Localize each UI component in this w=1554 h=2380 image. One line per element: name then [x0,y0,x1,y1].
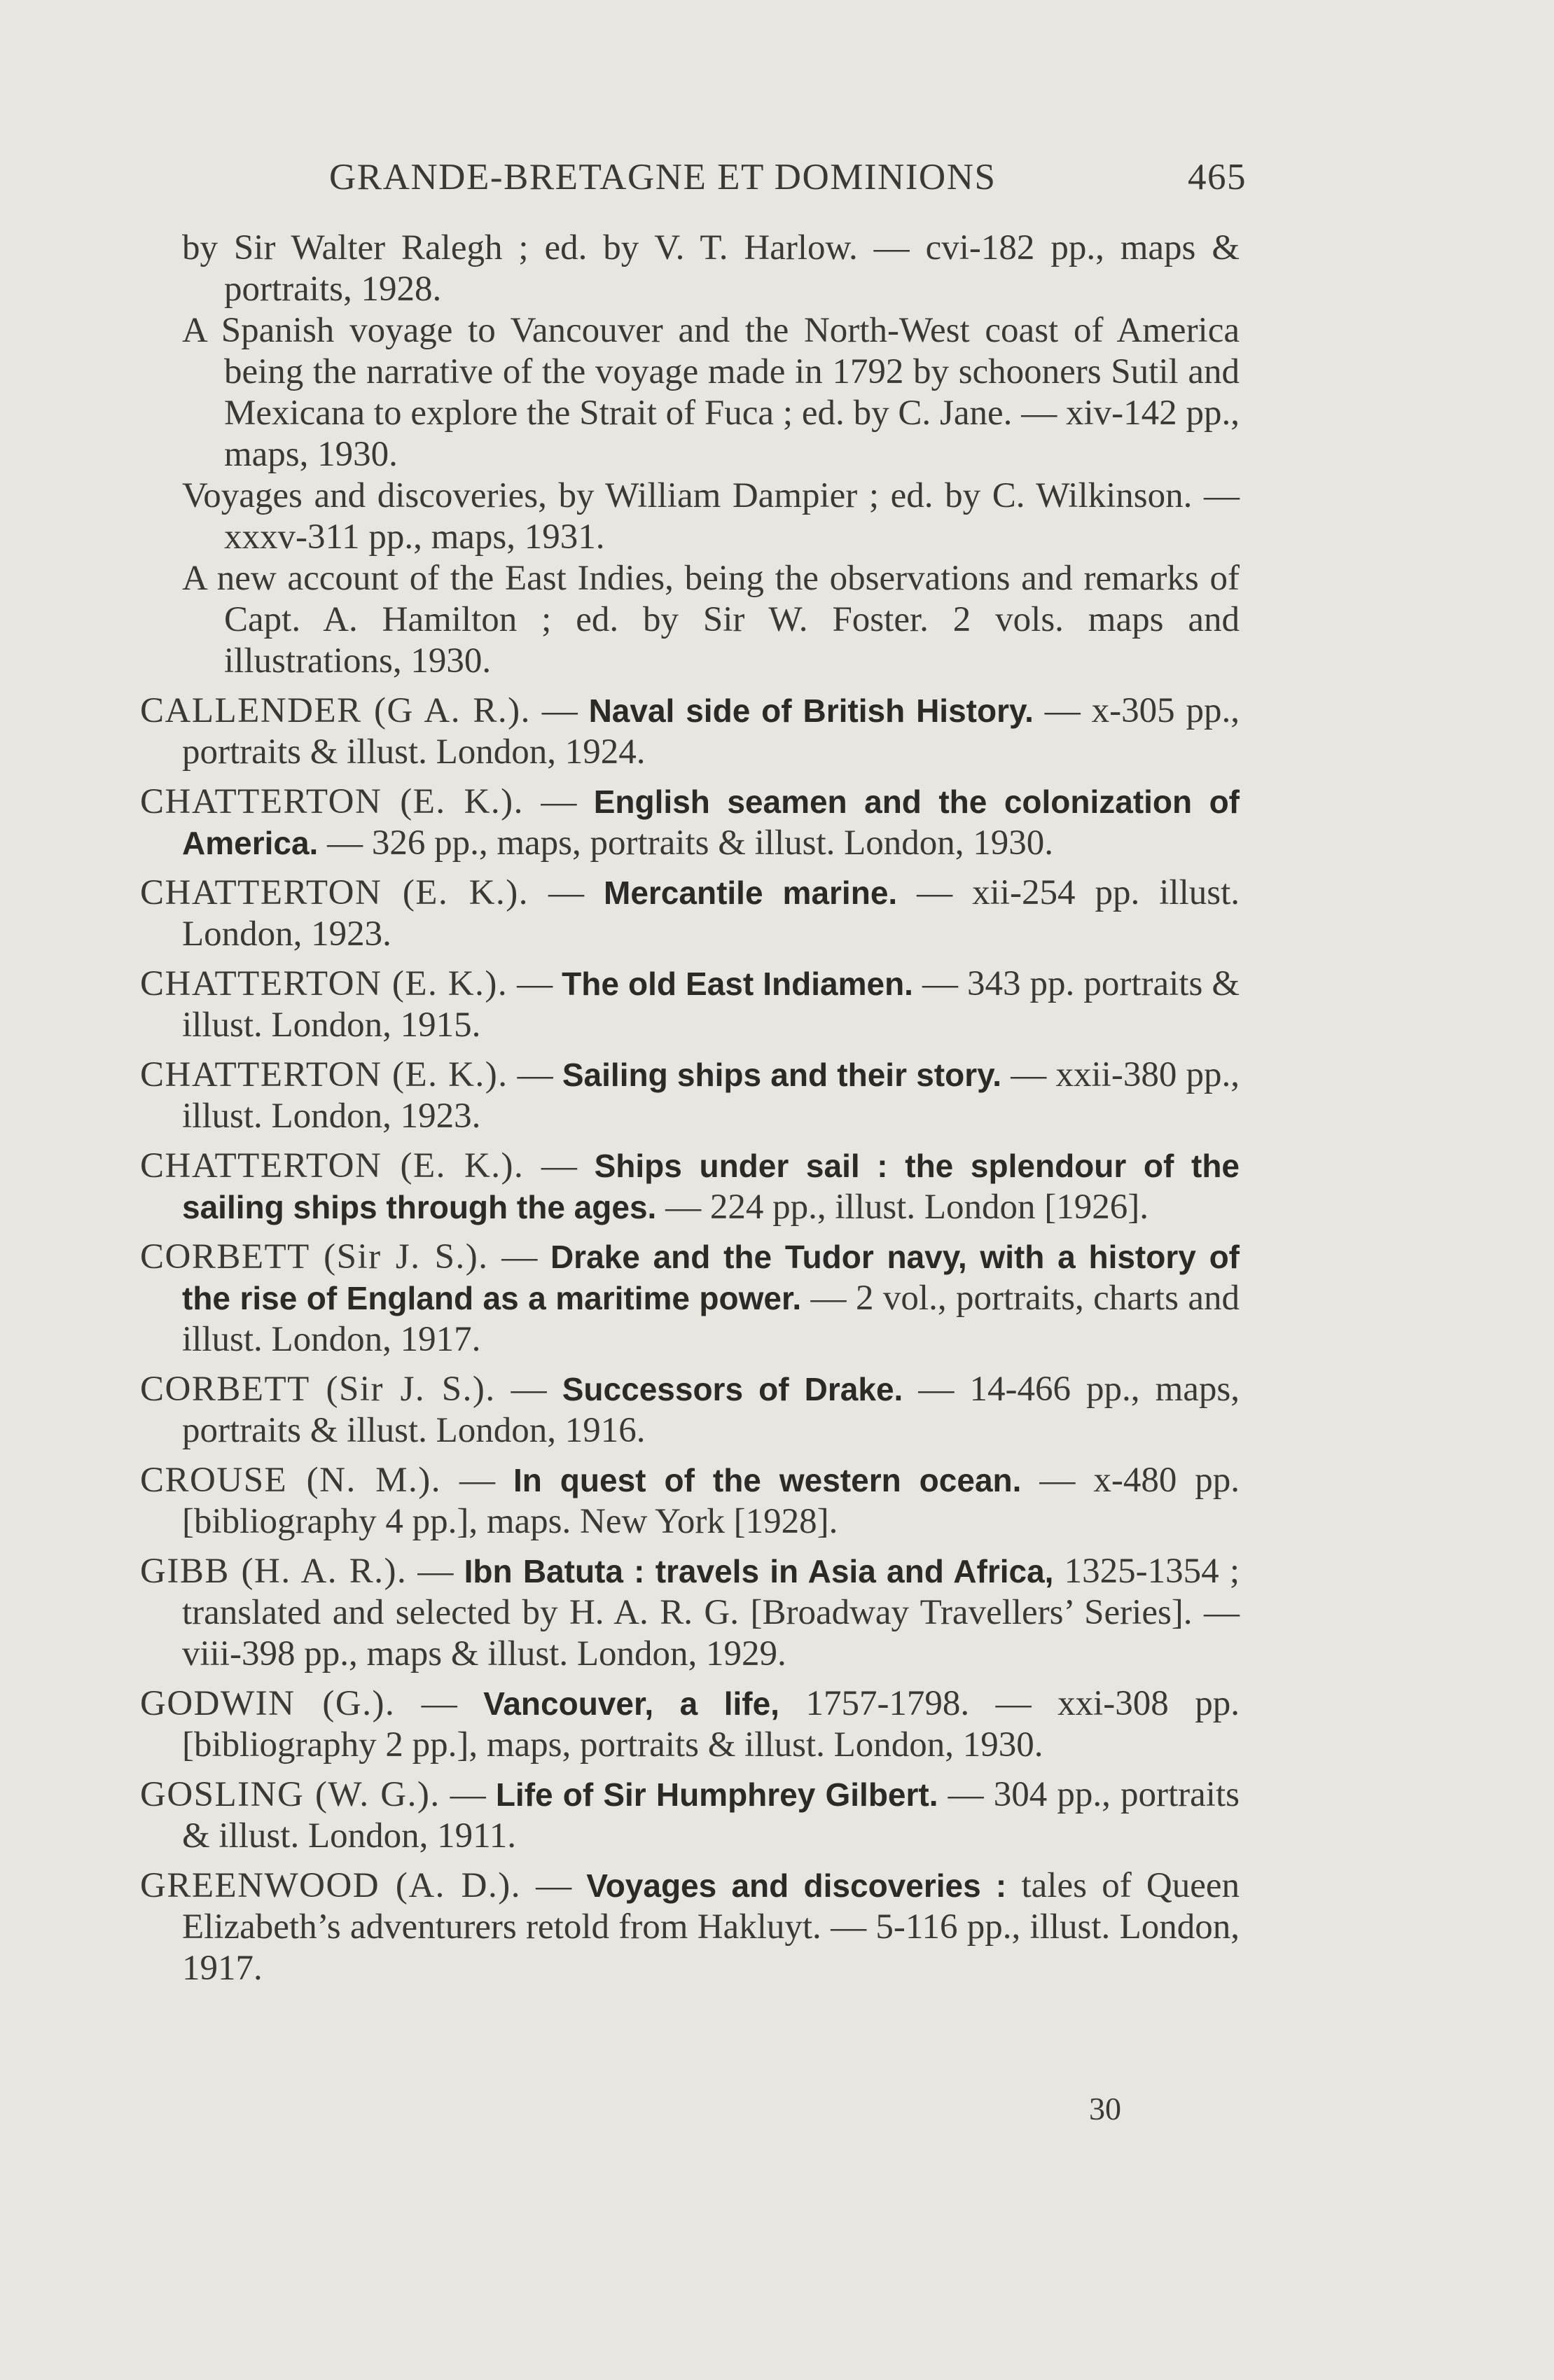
continuation-entry: A new account of the East Indies, being the observations and remarks of Capt. A. Hamilton ; ed. by Sir W. Foster. 2 vols. maps and illustrations, 1930. [182,559,1240,681]
entry-title: Drake and the Tudor navy, with a history of the rise of England as a maritime power. [182,1239,1240,1316]
bib-entry: CORBETT (Sir J. S.). — Drake and the Tudor navy, with a history of the rise of England as a maritime power. — 2 vol., portraits, charts and illust. London, 1917. [140,1237,1240,1359]
entry-details: xxii-380 pp., illust. London, 1923. [182,1055,1240,1136]
entry-title: Life of Sir Humphrey Gilbert. [495,1776,938,1813]
bib-entry: GODWIN (G.). — Vancouver, a life, 1757-1798. — xxi-308 pp. [bibliography 2 pp.], maps, portraits & illust. London, 1930. [140,1684,1240,1765]
continuation-block [182,228,1240,682]
entry-title: Naval side of British History. [588,693,1034,729]
bib-entry: CORBETT (Sir J. S.). — Successors of Drake. — 14-466 pp., maps, portraits & illust. London, 1916. [140,1370,1240,1450]
header-title: GRANDE-BRETAGNE ET DOMINIONS [329,157,997,197]
entry-details: 2 vol., portraits, charts and illust. London, 1917. [182,1279,1240,1359]
entry-author: CHATTERTON (E. K.). [140,1055,508,1094]
entry-title: Successors of Drake. [562,1371,903,1407]
entry-author: GOSLING (W. G.). [140,1775,440,1814]
entry-details: 14-466 pp., maps, portraits & illust. London, 1916. [182,1370,1240,1450]
page-number: 465 [1188,157,1247,197]
entry-author: CORBETT (Sir J. S.). [140,1370,496,1409]
entry-author: CORBETT (Sir J. S.). [140,1237,489,1276]
entry-title: Mercantile marine. [604,875,898,911]
running-header [329,156,1247,205]
entry-author: GREENWOOD (A. D.). [140,1866,521,1905]
entry-title: The old East Indiamen. [562,966,913,1002]
continuation-entry: A Spanish voyage to Vancouver and the North-West coast of America being the narrative of the voyage made in 1792 by schooners Sutil and Mexicana to explore the Strait of Fuca ; ed. by C. Jane. — xiv-142 pp., maps, 1930. [182,311,1240,474]
entry-title: In quest of the western ocean. [513,1462,1022,1498]
entry-details: 1757-1798. — xxi-308 pp. [bibliography 2 pp.], maps, portraits & illust. London, 1930. [182,1684,1240,1765]
bib-entry: GIBB (H. A. R.). — Ibn Batuta : travels in Asia and Africa, 1325-1354 ; translated and selected by H. A. R. G. [Broadway Travellers’ Series]. — viii-398 pp., maps & illust. London, 1929. [140,1552,1240,1673]
bib-entry: CHATTERTON (E. K.). — Ships under sail : the splendour of the sailing ships through the ages. — 224 pp., illust. London [1926]. [140,1146,1240,1227]
entry-details: 1325-1354 ; translated and selected by H. A. R. G. [Broadway Travellers’ Series]. — viii-398 pp., maps & illust. London, 1929. [182,1552,1240,1673]
entry-author: CHATTERTON (E. K.). [140,782,524,821]
entry-author: CALLENDER (G A. R.). [140,691,531,730]
entry-details: tales of Queen Elizabeth’s adventurers retold from Hakluyt. — 5-116 pp., illust. London, 1917. [182,1866,1240,1988]
bib-entry: CHATTERTON (E. K.). — Mercantile marine. — xii-254 pp. illust. London, 1923. [140,873,1240,954]
entry-details: 224 pp., illust. London [1926]. [709,1188,1149,1227]
signature-mark: 30 [1089,2091,1121,2127]
entry-title: Sailing ships and their story. [562,1057,1002,1093]
entry-author: CHATTERTON (E. K.). [140,873,529,912]
continuation-entry: Voyages and discoveries, by William Dampier ; ed. by C. Wilkinson. — xxxv-311 pp., maps, 1931. [182,476,1240,557]
bib-entry: CHATTERTON (E. K.). — The old East Indiamen. — 343 pp. portraits & illust. London, 1915. [140,964,1240,1045]
entry-details: x-305 pp., portraits & illust. London, 1924. [182,691,1240,772]
entry-details: x-480 pp. [bibliography 4 pp.], maps. New York [1928]. [182,1461,1240,1541]
entry-details: 326 pp., maps, portraits & illust. London, 1930. [371,823,1054,863]
entry-title: Voyages and discoveries : [586,1867,1007,1904]
entry-author: CHATTERTON (E. K.). [140,964,508,1003]
bib-entry: GREENWOOD (A. D.). — Voyages and discoveries : tales of Queen Elizabeth’s adventurers retold from Hakluyt. — 5-116 pp., illust. London, 1917. [140,1866,1240,1988]
entry-title: Vancouver, a life, [483,1685,779,1722]
entry-details: 304 pp., portraits & illust. London, 1911. [182,1775,1240,1856]
bib-entry: CROUSE (N. M.). — In quest of the western ocean. — x-480 pp. [bibliography 4 pp.], maps. New York [1928]. [140,1461,1240,1541]
entry-author: CHATTERTON (E. K.). [140,1146,525,1185]
entry-author: CROUSE (N. M.). [140,1461,442,1500]
entry-details: xii-254 pp. illust. London, 1923. [182,873,1240,954]
bibliography-list [140,228,1240,1998]
entry-details: 343 pp. portraits & illust. London, 1915. [182,964,1240,1045]
entry-author: GIBB (H. A. R.). [140,1552,408,1591]
entry-author: GODWIN (G.). [140,1684,396,1723]
entry-title: Ibn Batuta : travels in Asia and Africa, [464,1553,1054,1589]
bib-entry: GOSLING (W. G.). — Life of Sir Humphrey Gilbert. — 304 pp., portraits & illust. London, 1911. [140,1775,1240,1856]
entry-title: Ships under sail : the splendour of the sailing ships through the ages. [182,1148,1240,1225]
entry-title: English seamen and the colonization of America. [182,784,1240,861]
bib-entry: CALLENDER (G A. R.). — Naval side of British History. — x-305 pp., portraits & illust. London, 1924. [140,691,1240,772]
bib-entry: CHATTERTON (E. K.). — English seamen and the colonization of America. — 326 pp., maps, portraits & illust. London, 1930. [140,782,1240,863]
continuation-entry: by Sir Walter Ralegh ; ed. by V. T. Harlow. — cvi-182 pp., maps & portraits, 1928. [182,228,1240,309]
bib-entry: CHATTERTON (E. K.). — Sailing ships and their story. — xxii-380 pp., illust. London, 1923. [140,1055,1240,1136]
